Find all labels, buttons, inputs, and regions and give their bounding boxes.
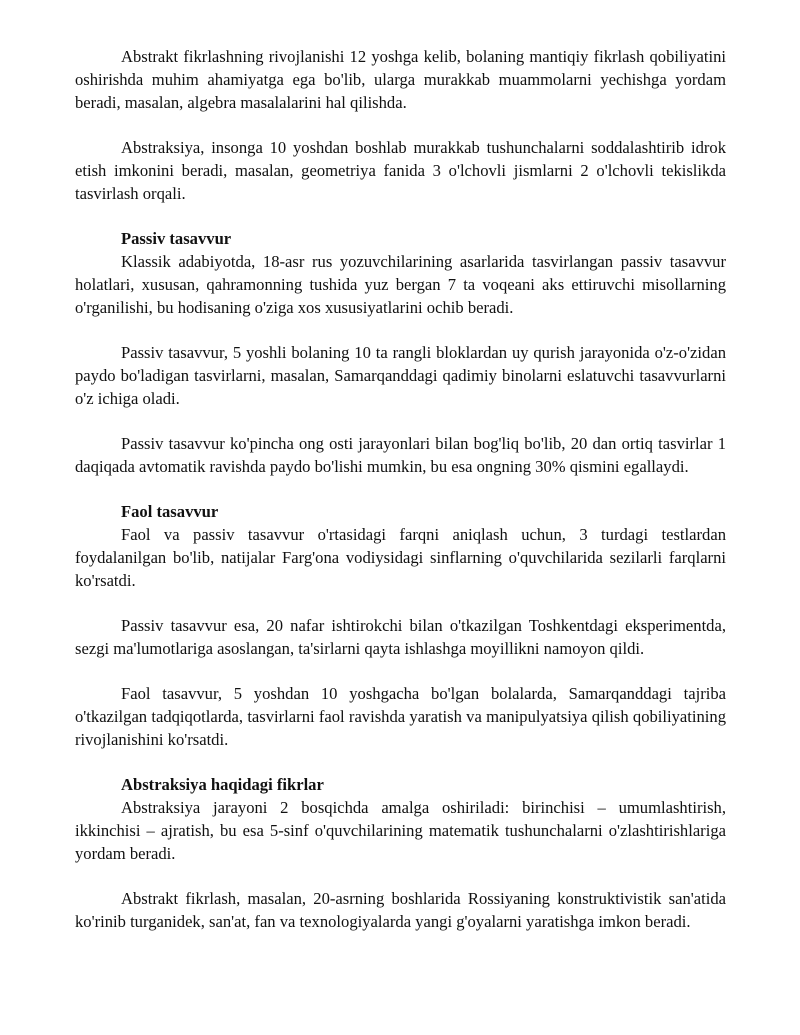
paragraph: Klassik adabiyotda, 18-asr rus yozuvchilarining asarlarida tasvirlangan passiv tasavvur holatlari, xususan, qahramonning tushida yuz bergan 7 ta voqeani aks ettiruvchi misollarning o'rganilishi, bu hodisaning o'ziga xos xususiyatlarini ochib beradi.	[75, 252, 726, 317]
paragraph: Faol va passiv tasavvur o'rtasidagi farqni aniqlash uchun, 3 turdagi testlardan foydalanilgan bo'lib, natijalar Farg'ona vodiysidagi sinflarning o'quvchilarida sezilarli farqlarni ko'rsatdi.	[75, 525, 726, 590]
paragraph: Passiv tasavvur, 5 yoshli bolaning 10 ta rangli bloklardan uy qurish jarayonida o'z-o'zidan paydo bo'ladigan tasvirlarni, masalan, Samarqanddagi qadimiy binolarni eslatuvchi tasavvurlarni o'z ichiga oladi.	[75, 343, 726, 408]
paragraph: Passiv tasavvur ko'pincha ong osti jarayonlari bilan bog'liq bo'lib, 20 dan ortiq tasvirlar 1 daqiqada avtomatik ravishda paydo bo'lishi mumkin, bu esa ongning 30% qismini egallaydi.	[75, 434, 726, 476]
paragraph: Abstrakt fikrlashning rivojlanishi 12 yoshga kelib, bolaning mantiqiy fikrlash qobiliyatini oshirishda muhim ahamiyatga ega bo'lib, ularga murakkab muammolarni yechishga yordam beradi, masalan, algebra masalalarini hal qilishda.	[75, 47, 726, 112]
section-heading: Abstraksiya haqidagi fikrlar	[121, 775, 324, 794]
paragraph: Abstrakt fikrlash, masalan, 20-asrning boshlarida Rossiyaning konstruktivistik san'atida ko'rinib turganidek, san'at, fan va texnologiyalarda yangi g'oyalarni yaratishga imkon beradi.	[75, 889, 726, 931]
section-heading: Passiv tasavvur	[121, 229, 232, 248]
paragraph: Abstraksiya, insonga 10 yoshdan boshlab murakkab tushunchalarni soddalashtirib idrok etish imkonini beradi, masalan, geometriya fanida 3 o'lchovli jismlarni 2 o'lchovli tekislikda tasvirlash orqali.	[75, 138, 726, 203]
paragraph: Faol tasavvur, 5 yoshdan 10 yoshgacha bo'lgan bolalarda, Samarqanddagi tajriba o'tkazilgan tadqiqotlarda, tasvirlarni faol ravishda yaratish va manipulyatsiya qilish qobiliyatining rivojlanishini ko'rsatdi.	[75, 684, 726, 749]
section-heading: Faol tasavvur	[121, 502, 219, 521]
paragraph: Passiv tasavvur esa, 20 nafar ishtirokchi bilan o'tkazilgan Toshkentdagi eksperimentda, sezgi ma'lumotlariga asoslangan, ta'sirlarni qayta ishlashga moyillikni namoyon qildi.	[75, 616, 726, 658]
paragraph: Abstraksiya jarayoni 2 bosqichda amalga oshiriladi: birinchisi – umumlashtirish, ikkinchisi – ajratish, bu esa 5-sinf o'quvchilarining matematik tushunchalarni o'zlashtirishlariga yordam beradi.	[75, 798, 726, 863]
